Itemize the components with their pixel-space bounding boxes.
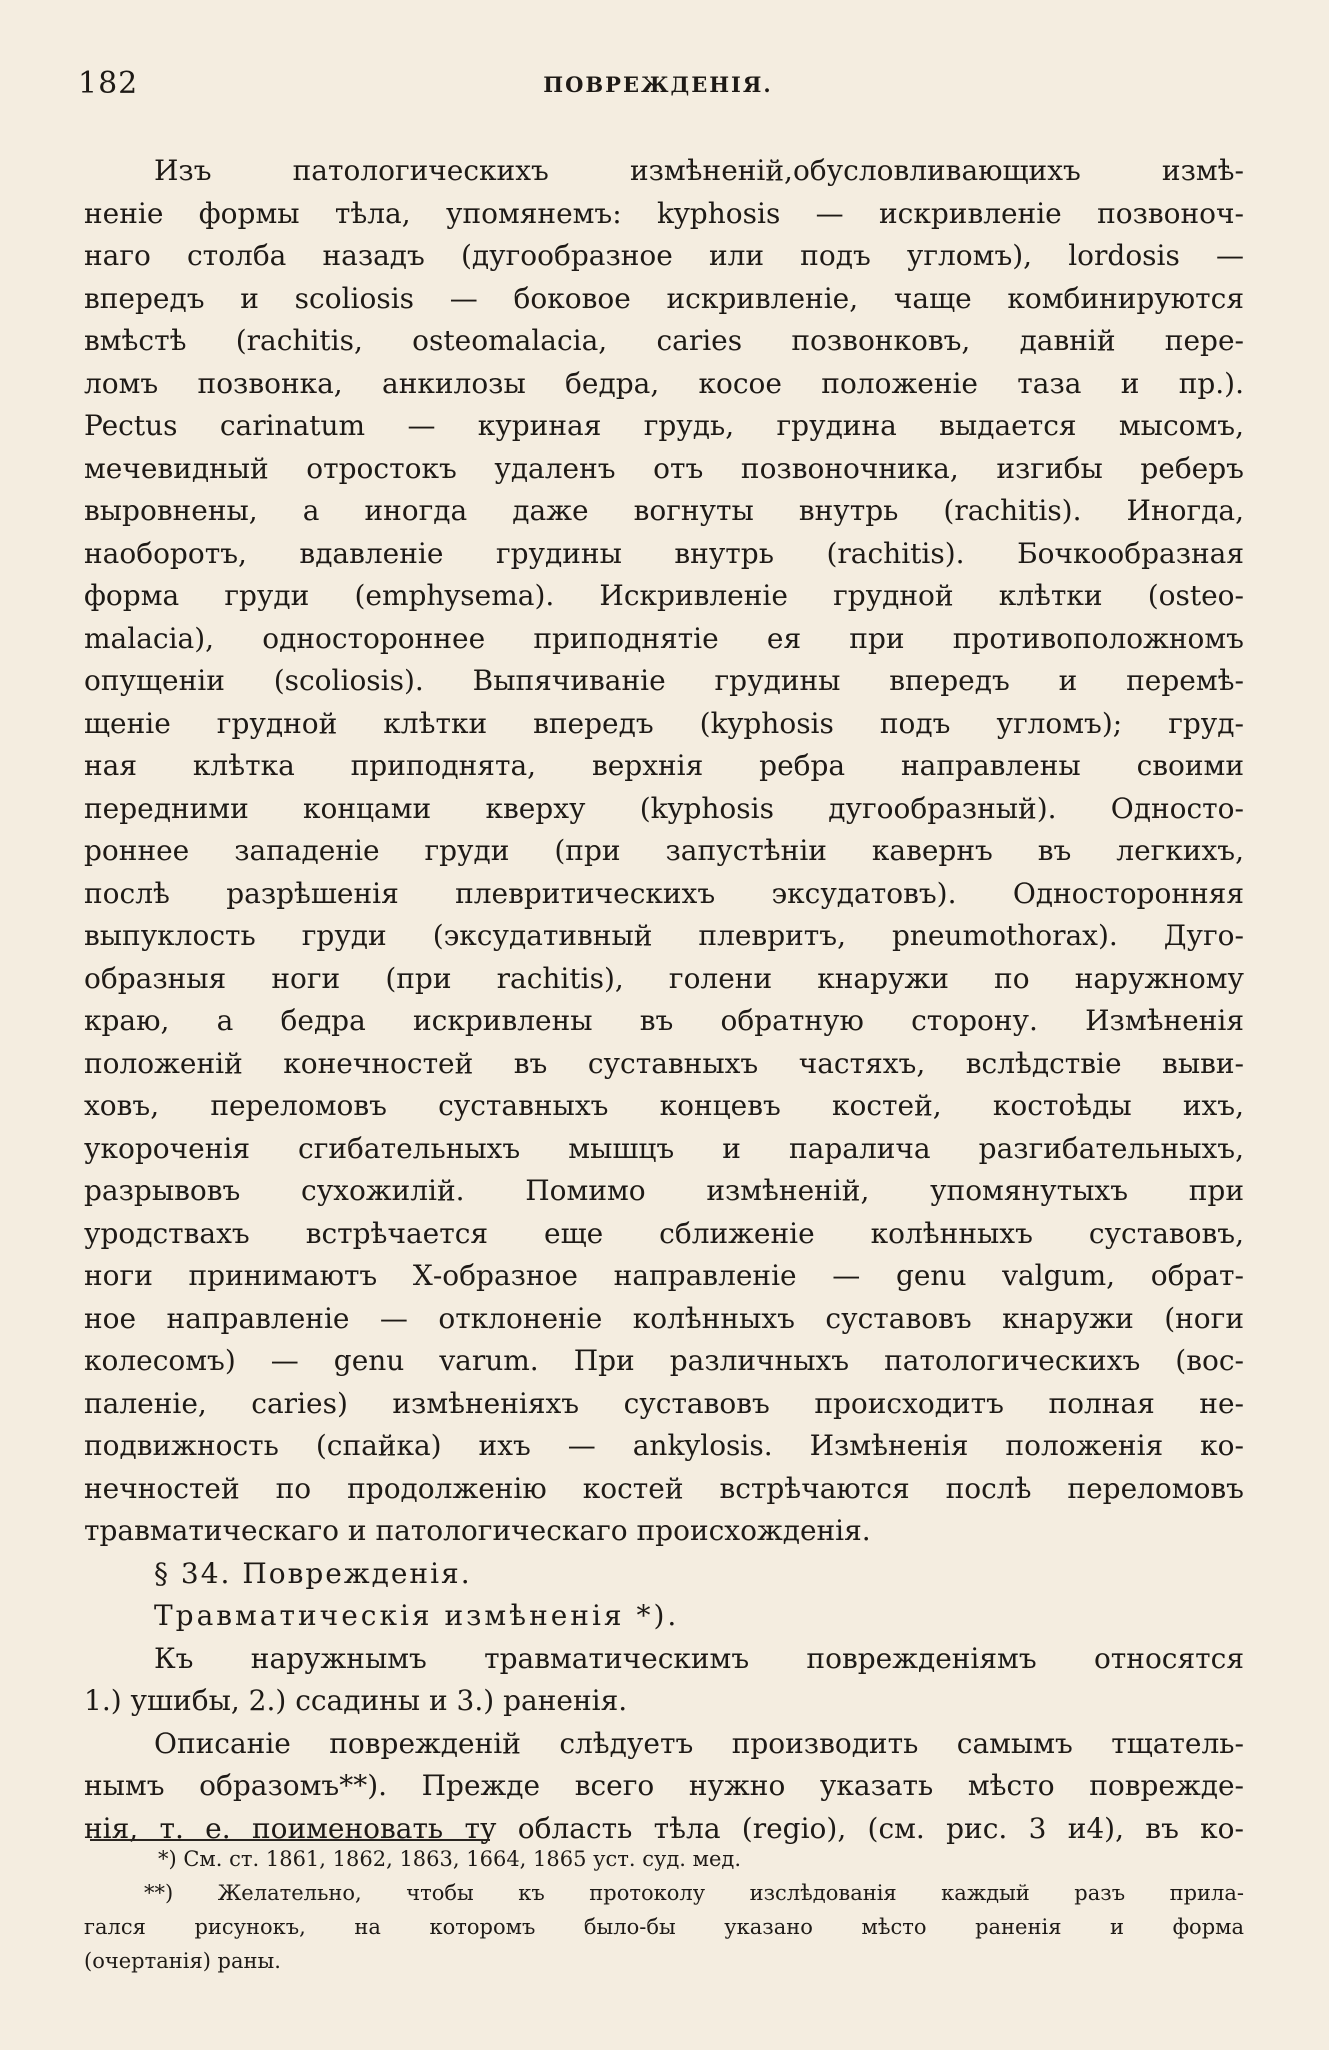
text-line: мечевидный отростокъ удаленъ отъ позвоночника, изгибы реберъ [84,451,1244,485]
main-text [84,150,1244,1850]
text-line: Изъ патологическихъ измѣненій,обусловливающихъ измѣ- [154,154,1244,187]
text-line: травматическаго и патологическаго происхожденія. [84,1514,871,1547]
text-line: Описаніе поврежденій слѣдуетъ производить самымъ тщатель- [154,1726,1244,1760]
footnote-1: *) См. ст. 1861, 1862, 1863, 1664, 1865 уст. суд. мед. [158,1847,741,1871]
text-line: нымъ образомъ**). Прежде всего нужно указать мѣсто поврежде- [84,1769,1244,1802]
text-line: подвижность (спайка) ихъ — ankylosis. Измѣненія положенія ко- [84,1429,1244,1462]
text-line: ломъ позвонка, анкилозы бедра, косое положеніе таза и пр.). [84,366,1244,400]
footnote-divider [90,1839,490,1841]
text-line: щеніе грудной клѣтки впередъ (kyphosis подъ угломъ); груд- [84,706,1244,740]
text-line: нія, т. е. поименовать ту область тѣла (regio), (см. рис. 3 и4), въ ко- [84,1811,1244,1845]
text-line: вмѣстѣ (rachitis, osteomalacia, caries позвонковъ, давній пере- [84,324,1244,357]
paragraph [84,150,1244,1553]
text-line: впередъ и scoliosis — боковое искривленіе, чаще комбинируются [84,281,1244,315]
text-line: положеній конечностей въ суставныхъ частяхъ, вслѣдствіе выви- [84,1046,1244,1080]
running-title: ПОВРЕЖДЕНІЯ. [543,72,773,97]
footnote-2-line: гался рисунокъ, на которомъ было-бы указано мѣсто раненія и форма [84,1915,1244,1939]
paragraph [84,1723,1244,1851]
footnotes [84,1842,1244,1978]
text-line: паленіе, caries) измѣненіяхъ суставовъ происходитъ полная не- [84,1386,1244,1420]
text-line: ноги принимаютъ Х-образное направленіе — genu valgum, обрат- [84,1259,1244,1292]
text-line: 1.) ушибы, 2.) ссадины и 3.) раненія. [84,1684,628,1717]
page-number: 182 [78,66,139,101]
text-line: форма груди (emphysema). Искривленіе грудной клѣтки (osteo- [84,579,1244,612]
text-line: наоборотъ, вдавленіе грудины внутрь (rachitis). Бочкообразная [84,536,1244,570]
text-line: Къ наружнымъ травматическимъ поврежденіямъ относятся [154,1641,1244,1675]
text-line: уродствахъ встрѣчается еще сближеніе колѣнныхъ суставовъ, [84,1216,1244,1250]
text-line: ное направленіе — отклоненіе колѣнныхъ суставовъ кнаружи (ноги [84,1301,1244,1335]
text-line: роннее западеніе груди (при запустѣніи кавернъ въ легкихъ, [84,834,1244,867]
text-line: наго столба назадъ (дугообразное или подъ угломъ), lordosis — [84,239,1244,272]
footnote-2-line: (очертанія) раны. [84,1949,281,1973]
text-line: malacia), одностороннее приподнятіе ея при противоположномъ [84,621,1244,655]
text-line: Pectus carinatum — куриная грудь, грудина выдается мысомъ, [84,409,1244,442]
text-line: образныя ноги (при rachitis), голени кнаружи по наружному [84,961,1244,995]
text-line: ховъ, переломовъ суставныхъ концевъ костей, костоѣды ихъ, [84,1089,1244,1122]
text-line: опущеніи (scoliosis). Выпячиваніе грудины впередъ и перемѣ- [84,664,1244,697]
text-line: краю, а бедра искривлены въ обратную сторону. Измѣненія [84,1004,1244,1037]
subheading: Травматическія измѣненія *). [154,1599,680,1632]
text-line: ная клѣтка приподнята, верхнія ребра направлены своими [84,749,1244,782]
text-line: выровнены, а иногда даже вогнуты внутрь (rachitis). Иногда, [84,494,1244,527]
text-line: колесомъ) — genu varum. При различныхъ патологическихъ (вос- [84,1344,1244,1377]
text-line: укороченія сгибательныхъ мышцъ и паралича разгибательныхъ, [84,1131,1244,1165]
paragraph [84,1638,1244,1723]
text-line: передними концами кверху (kyphosis дугообразный). Односто- [84,791,1244,825]
page-header [78,66,1238,116]
section-heading: § 34. Поврежденія. [154,1556,472,1590]
footnote-2-line: **) Желательно, чтобы къ протоколу изслѣдованія каждый разъ прила- [144,1881,1244,1905]
text-line: выпуклость груди (эксудативный плевритъ, pneumothorax). Дуго- [84,919,1244,952]
text-line: разрывовъ сухожилій. Помимо измѣненій, упомянутыхъ при [84,1174,1244,1207]
text-line: нечностей по продолженію костей встрѣчаются послѣ переломовъ [84,1471,1244,1505]
text-line: неніе формы тѣла, упомянемъ: kyphosis — искривленіе позвоноч- [84,196,1244,230]
text-line: послѣ разрѣшенія плевритическихъ эксудатовъ). Односторонняя [84,876,1244,910]
